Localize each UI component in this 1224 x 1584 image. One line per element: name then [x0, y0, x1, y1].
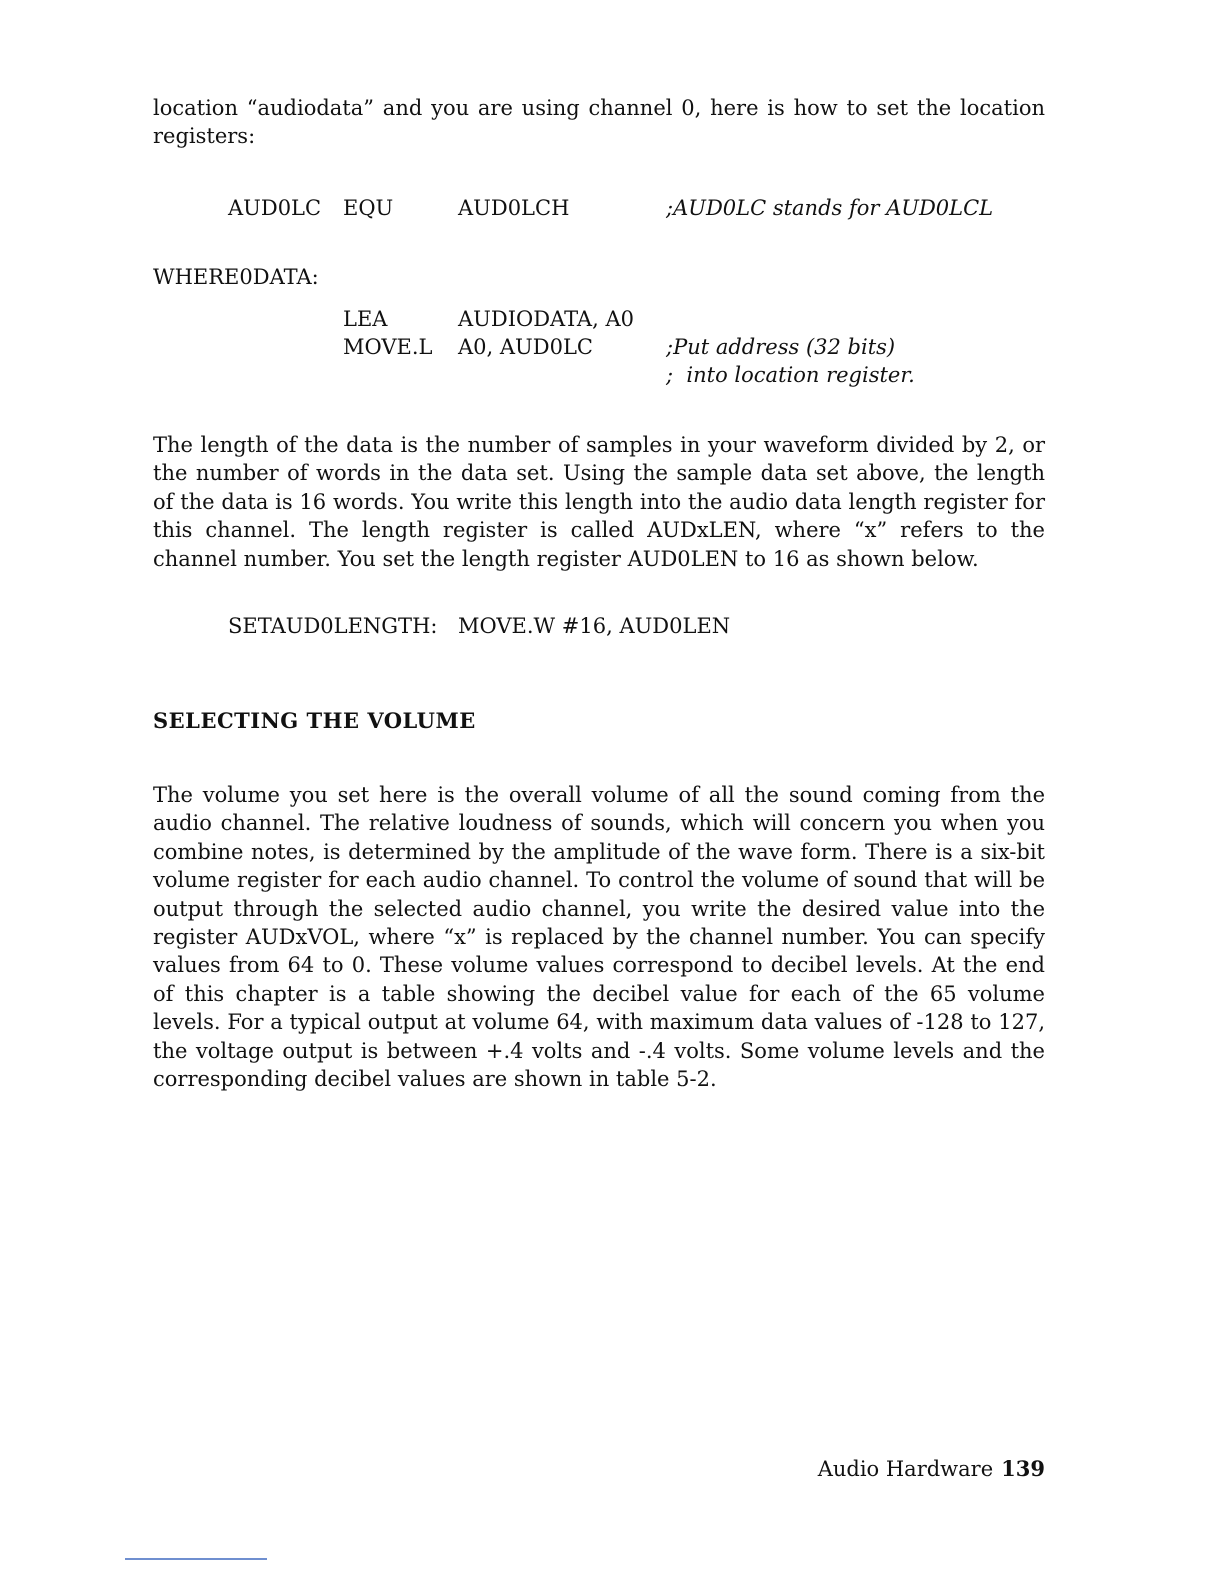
code-op-move-l: MOVE.L	[343, 335, 433, 359]
footer-rule	[125, 1558, 267, 1560]
page-footer	[818, 1456, 1045, 1481]
code-label-where0data: WHERE0DATA:	[153, 265, 319, 289]
code-operand-a0-aud0lc: A0, AUD0LC	[458, 335, 593, 359]
length-paragraph: The length of the data is the number of samples in your waveform divided by 2, or the number of words in the data set. Using the sample data set above, the length of the data is 16 words. You write this length into the audio data length register for this channel. The length register is called AUDxLEN, where “x” refers to the channel number. You set the length register AUD0LEN to 16 as shown below.	[153, 433, 1045, 571]
code-comment-location-register: ; into location register.	[666, 363, 915, 387]
code-operand-audiodata: AUDIODATA, A0	[458, 307, 634, 331]
section-heading: SELECTING THE VOLUME	[153, 708, 476, 733]
code-label-setaud0length: SETAUD0LENGTH:	[228, 614, 438, 638]
code-instruction-move-w: MOVE.W #16, AUD0LEN	[458, 614, 731, 638]
code-op-lea: LEA	[343, 307, 388, 331]
code-op-equ: EQU	[343, 196, 394, 220]
footer-title: Audio Hardware	[817, 1457, 994, 1481]
code-label-aud0lc: AUD0LC	[228, 196, 322, 220]
page-number: 139	[1001, 1456, 1045, 1481]
intro-paragraph: location “audiodata” and you are using channel 0, here is how to set the location registers:	[153, 96, 1045, 149]
volume-paragraph: The volume you set here is the overall volume of all the sound coming from the audio channel. The relative loudness of sounds, which will concern you when you combine notes, is determined by the amplitude of the wave form. There is a six-bit volume register for each audio channel. To control the volume of sound that will be output through the selected audio channel, you write the desired value into the register AUDxVOL, where “x” is replaced by the channel number. You can specify values from 64 to 0. These volume values correspond to decibel levels. At the end of this chapter is a table showing the decibel value for each of the 65 volume levels. For a typical output at volume 64, with maximum data values of -128 to 127, the voltage output is between +.4 volts and -.4 volts. Some volume levels and the corresponding decibel values are shown in table 5-2.	[153, 783, 1045, 1092]
code-operand-aud0lch: AUD0LCH	[458, 196, 570, 220]
code-comment-aud0lc: ;AUD0LC stands for AUD0LCL	[666, 196, 994, 220]
code-comment-put-address: ;Put address (32 bits)	[666, 335, 896, 359]
